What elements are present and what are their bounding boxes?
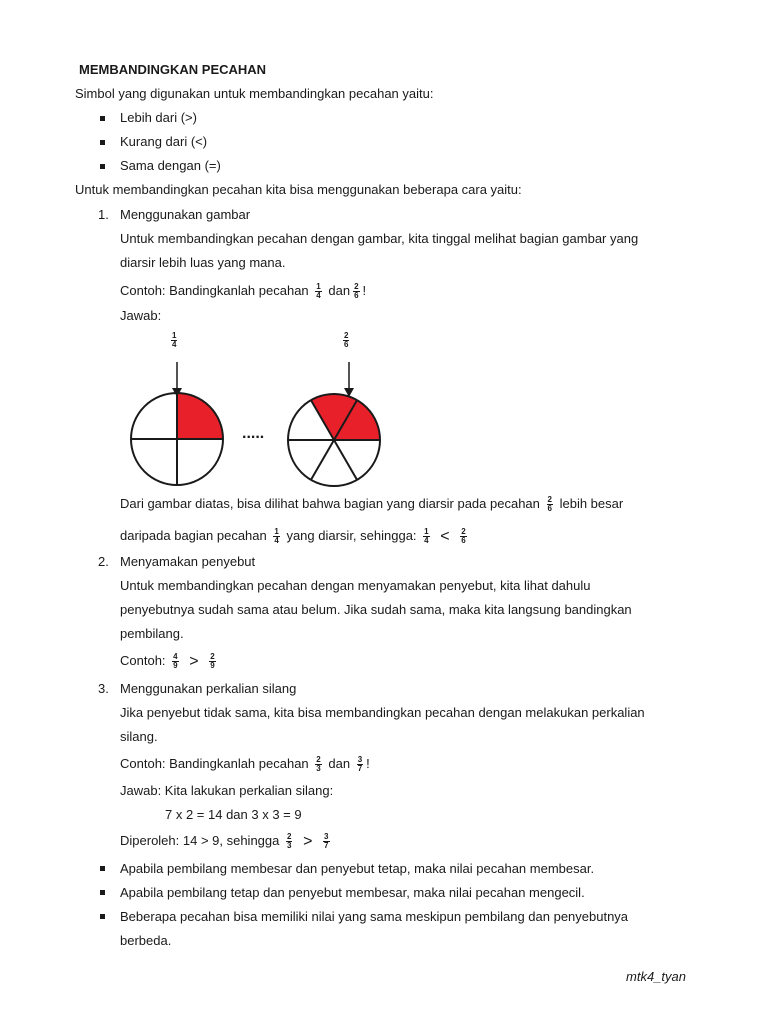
note-item: Beberapa pecahan bisa memiliki nilai yang sama meskipun pembilang dan penyebutnya xyxy=(120,909,629,924)
method-heading: Menggunakan perkalian silang xyxy=(120,681,297,696)
bullet-marker xyxy=(100,914,105,919)
fraction: $\frac{2}{6}$ xyxy=(354,282,359,301)
example-line: Contoh: Bandingkanlah pecahan $\frac{2}{3}$ dan $\frac{3}{7}$ ! xyxy=(120,755,370,774)
jawab-label: Jawab: xyxy=(120,308,162,323)
method-number: 3. xyxy=(98,681,109,696)
method-text: penyebutnya sudah sama atau belum. Jika sudah sama, maka kita langsung bandingkan xyxy=(120,602,632,617)
bullet-marker xyxy=(100,890,105,895)
method-text: Untuk membandingkan pecahan dengan menyamakan penyebut, kita lihat dahulu xyxy=(120,578,591,593)
signature: mtk4_tyan xyxy=(626,969,686,984)
fraction: $\frac{1}{4}$ xyxy=(316,282,321,301)
bullet-marker xyxy=(100,116,105,121)
method-text: Jika penyebut tidak sama, kita bisa membandingkan pecahan dengan melakukan perkalian xyxy=(120,705,645,720)
note-item: Apabila pembilang tetap dan penyebut membesar, maka nilai pecahan mengecil. xyxy=(120,885,585,900)
ellipsis: ..... xyxy=(242,425,265,442)
figure-label: $\frac{1}{4}$ xyxy=(172,331,177,350)
method-number: 1. xyxy=(98,207,109,222)
note-item-continued: berbeda. xyxy=(120,933,172,948)
method-text: pembilang. xyxy=(120,626,184,641)
symbol-item: Sama dengan (=) xyxy=(120,158,221,173)
conclusion-line: daripada bagian pecahan $\frac{1}{4}$ yang diarsir, sehingga: $\frac{1}{4}$ < $\frac{2}{6}$ xyxy=(120,527,466,546)
symbol-item: Kurang dari (<) xyxy=(120,134,208,149)
method-number: 2. xyxy=(98,554,109,569)
fraction-figure xyxy=(120,358,420,488)
method-text: Untuk membandingkan pecahan dengan gambar, kita tinggal melihat bagian gambar yang xyxy=(120,231,639,246)
example-line: Contoh: Bandingkanlah pecahan $\frac{1}{4}$ dan $\frac{2}{6}$ ! xyxy=(120,282,367,301)
method-heading: Menggunakan gambar xyxy=(120,207,251,222)
pie-quarters xyxy=(131,393,223,485)
page-title: MEMBANDINGKAN PECAHAN xyxy=(79,62,267,77)
example-line: Contoh: $\frac{4}{9}$ > $\frac{2}{9}$ xyxy=(120,652,215,671)
bullet-marker xyxy=(100,140,105,145)
note-item: Apabila pembilang membesar dan penyebut tetap, maka nilai pecahan membesar. xyxy=(120,861,595,876)
method-heading: Menyamakan penyebut xyxy=(120,554,256,569)
figure-label: $\frac{2}{6}$ xyxy=(344,331,349,350)
symbol-item: Lebih dari (>) xyxy=(120,110,197,125)
jawab-label: Jawab: Kita lakukan perkalian silang: xyxy=(120,783,334,798)
intro-text: Simbol yang digunakan untuk membandingkan pecahan yaitu: xyxy=(75,86,434,101)
bullet-marker xyxy=(100,164,105,169)
method-text: silang. xyxy=(120,729,158,744)
method-text: diarsir lebih luas yang mana. xyxy=(120,255,286,270)
conclusion-line: Dari gambar diatas, bisa dilihat bahwa bagian yang diarsir pada pecahan $\frac{2}{6}$ lebih besar xyxy=(120,495,624,514)
bullet-marker xyxy=(100,866,105,871)
pie-sixths xyxy=(288,394,380,486)
methods-intro: Untuk membandingkan pecahan kita bisa menggunakan beberapa cara yaitu: xyxy=(75,182,522,197)
calculation: 7 x 2 = 14 dan 3 x 3 = 9 xyxy=(165,807,302,822)
result-line: Diperoleh: 14 > 9, sehingga $\frac{2}{3}$ > $\frac{3}{7}$ xyxy=(120,832,329,851)
